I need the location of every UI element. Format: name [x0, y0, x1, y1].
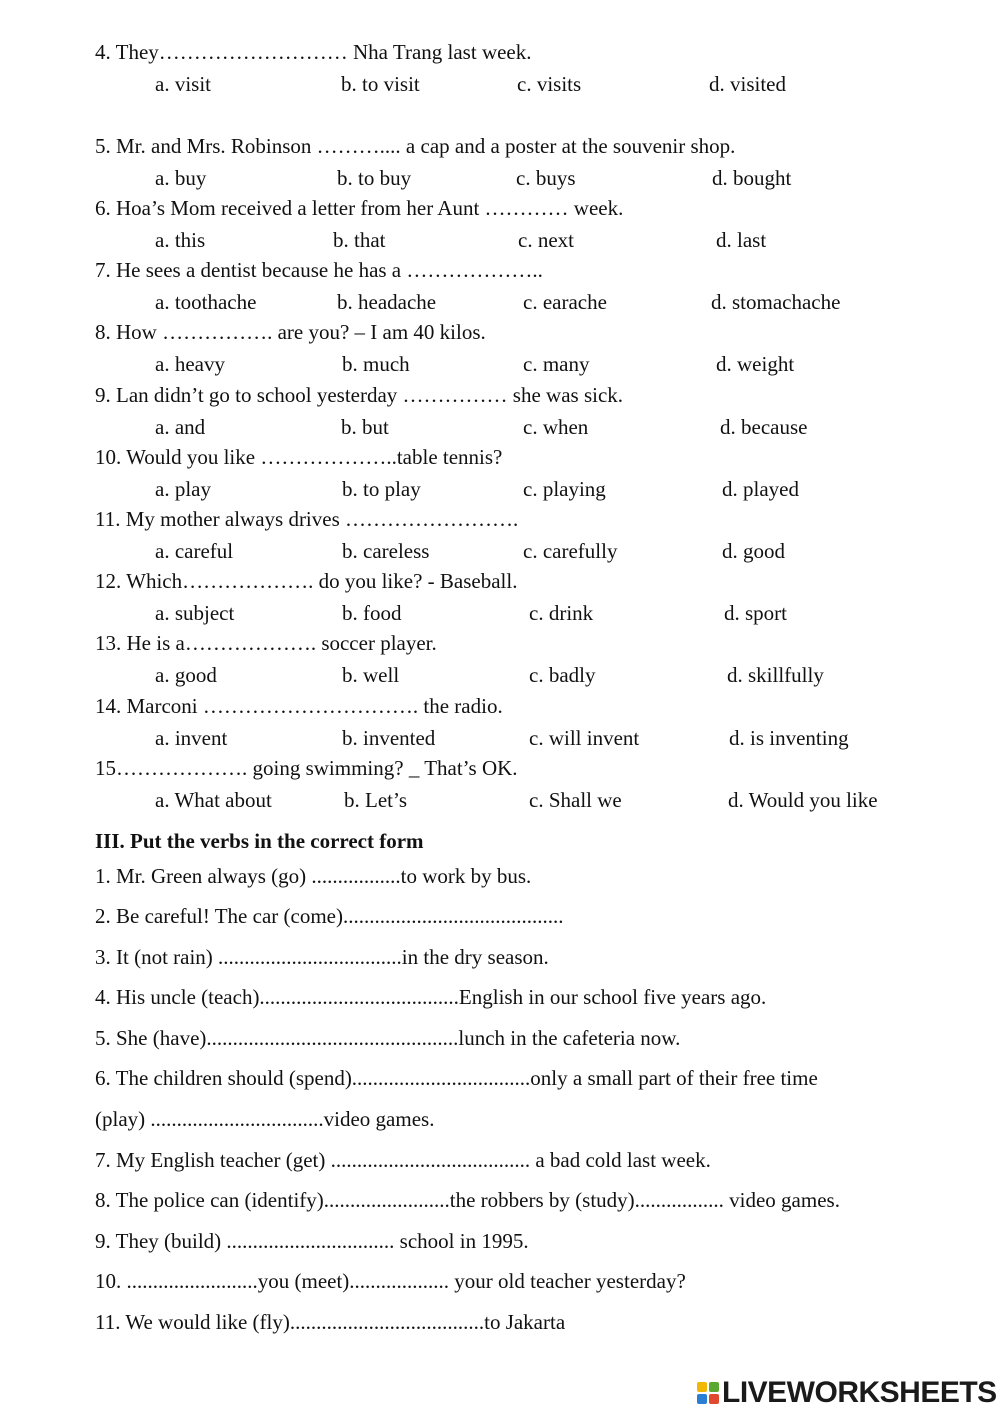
answer-option[interactable]: c. visits: [517, 72, 582, 96]
answer-option[interactable]: b. Let’s: [344, 788, 407, 812]
question-text: 7. He sees a dentist because he has a ………………..: [95, 258, 543, 282]
verb-exercise-line: (play) .................................video games.: [95, 1107, 435, 1131]
question-text: 8. How ……………. are you? – I am 40 kilos.: [95, 320, 486, 344]
answer-option[interactable]: a. buy: [155, 166, 207, 190]
answer-option[interactable]: c. buys: [516, 166, 576, 190]
answer-option[interactable]: b. careless: [342, 539, 430, 563]
answer-option[interactable]: a. good: [155, 663, 217, 687]
verb-exercise-line: 1. Mr. Green always (go) .................to work by bus.: [95, 864, 532, 888]
answer-option[interactable]: c. Shall we: [529, 788, 622, 812]
answer-option[interactable]: b. headache: [337, 290, 437, 314]
answer-option[interactable]: b. to buy: [337, 166, 412, 190]
answer-option[interactable]: c. drink: [529, 601, 594, 625]
answer-option[interactable]: b. but: [341, 415, 389, 439]
answer-option[interactable]: a. and: [155, 415, 206, 439]
answer-option[interactable]: a. play: [155, 477, 211, 501]
answer-option[interactable]: d. played: [722, 477, 799, 501]
answer-option[interactable]: d. weight: [716, 352, 795, 376]
answer-option[interactable]: d. because: [720, 415, 808, 439]
answer-option[interactable]: d. sport: [724, 601, 787, 625]
question-text: 12. Which………………. do you like? - Baseball.: [95, 569, 518, 593]
verb-exercise-line: 11. We would like (fly).....................................to Jakarta: [95, 1310, 566, 1334]
question-text: 13. He is a………………. soccer player.: [95, 631, 437, 655]
answer-option[interactable]: c. when: [523, 415, 589, 439]
answer-option[interactable]: a. this: [155, 228, 206, 252]
answer-option[interactable]: a. toothache: [155, 290, 257, 314]
answer-option[interactable]: a. What about: [155, 788, 272, 812]
verb-exercise-line: 6. The children should (spend)..................................only a small part of their free time: [95, 1066, 818, 1090]
answer-option[interactable]: b. well: [342, 663, 400, 687]
answer-option[interactable]: a. visit: [155, 72, 211, 96]
question-text: 4. They……………………… Nha Trang last week.: [95, 40, 532, 64]
answer-option[interactable]: d. skillfully: [727, 663, 824, 687]
answer-option[interactable]: c. will invent: [529, 726, 640, 750]
logo-text: LIVEWORKSHEETS: [722, 1376, 997, 1409]
verb-exercise-line: 5. She (have)................................................lunch in the cafeteria now.: [95, 1026, 681, 1050]
answer-option[interactable]: b. food: [342, 601, 402, 625]
verb-exercise-line: 10. .........................you (meet)................... your old teacher yesterday?: [95, 1269, 686, 1293]
answer-option[interactable]: c. many: [523, 352, 590, 376]
answer-option[interactable]: b. that: [333, 228, 386, 252]
verb-exercise-line: 4. His uncle (teach)......................................English in our school five years ago.: [95, 985, 767, 1009]
answer-option[interactable]: b. much: [342, 352, 410, 376]
question-text: 5. Mr. and Mrs. Robinson ……….... a cap and a poster at the souvenir shop.: [95, 134, 736, 158]
answer-option[interactable]: c. badly: [529, 663, 596, 687]
answer-option[interactable]: a. subject: [155, 601, 235, 625]
answer-option[interactable]: d. is inventing: [729, 726, 849, 750]
answer-option[interactable]: c. next: [518, 228, 574, 252]
answer-option[interactable]: c. earache: [523, 290, 607, 314]
answer-option[interactable]: c. playing: [523, 477, 606, 501]
verb-exercise-line: 3. It (not rain) ...................................in the dry season.: [95, 945, 549, 969]
question-text: 11. My mother always drives …………………….: [95, 507, 519, 531]
answer-option[interactable]: d. good: [722, 539, 785, 563]
answer-option[interactable]: d. last: [716, 228, 767, 252]
answer-option[interactable]: d. stomachache: [711, 290, 841, 314]
answer-option[interactable]: b. to play: [342, 477, 421, 501]
question-text: 14. Marconi …………………………. the radio.: [95, 694, 503, 718]
verb-exercise-line: 7. My English teacher (get) ...................................... a bad cold last week.: [95, 1148, 711, 1172]
liveworksheets-logo-icon: [697, 1382, 719, 1404]
section-heading: III. Put the verbs in the correct form: [95, 829, 424, 853]
answer-option[interactable]: b. to visit: [341, 72, 420, 96]
question-text: 15………………. going swimming? _ That’s OK.: [95, 756, 518, 780]
answer-option[interactable]: a. invent: [155, 726, 228, 750]
question-text: 6. Hoa’s Mom received a letter from her Aunt ………… week.: [95, 196, 624, 220]
verb-exercise-line: 9. They (build) ................................ school in 1995.: [95, 1229, 529, 1253]
answer-option[interactable]: d. Would you like: [728, 788, 878, 812]
verb-exercise-line: 2. Be careful! The car (come)..........................................: [95, 904, 564, 928]
question-text: 9. Lan didn’t go to school yesterday …………… she was sick.: [95, 383, 624, 407]
answer-option[interactable]: a. heavy: [155, 352, 225, 376]
answer-option[interactable]: d. visited: [709, 72, 786, 96]
liveworksheets-logo: [697, 1378, 997, 1408]
answer-option[interactable]: a. careful: [155, 539, 234, 563]
verb-exercise-line: 8. The police can (identify)........................the robbers by (study)................. video games.: [95, 1188, 840, 1212]
question-text: 10. Would you like ………………..table tennis?: [95, 445, 503, 469]
answer-option[interactable]: d. bought: [712, 166, 792, 190]
answer-option[interactable]: b. invented: [342, 726, 436, 750]
answer-option[interactable]: c. carefully: [523, 539, 618, 563]
